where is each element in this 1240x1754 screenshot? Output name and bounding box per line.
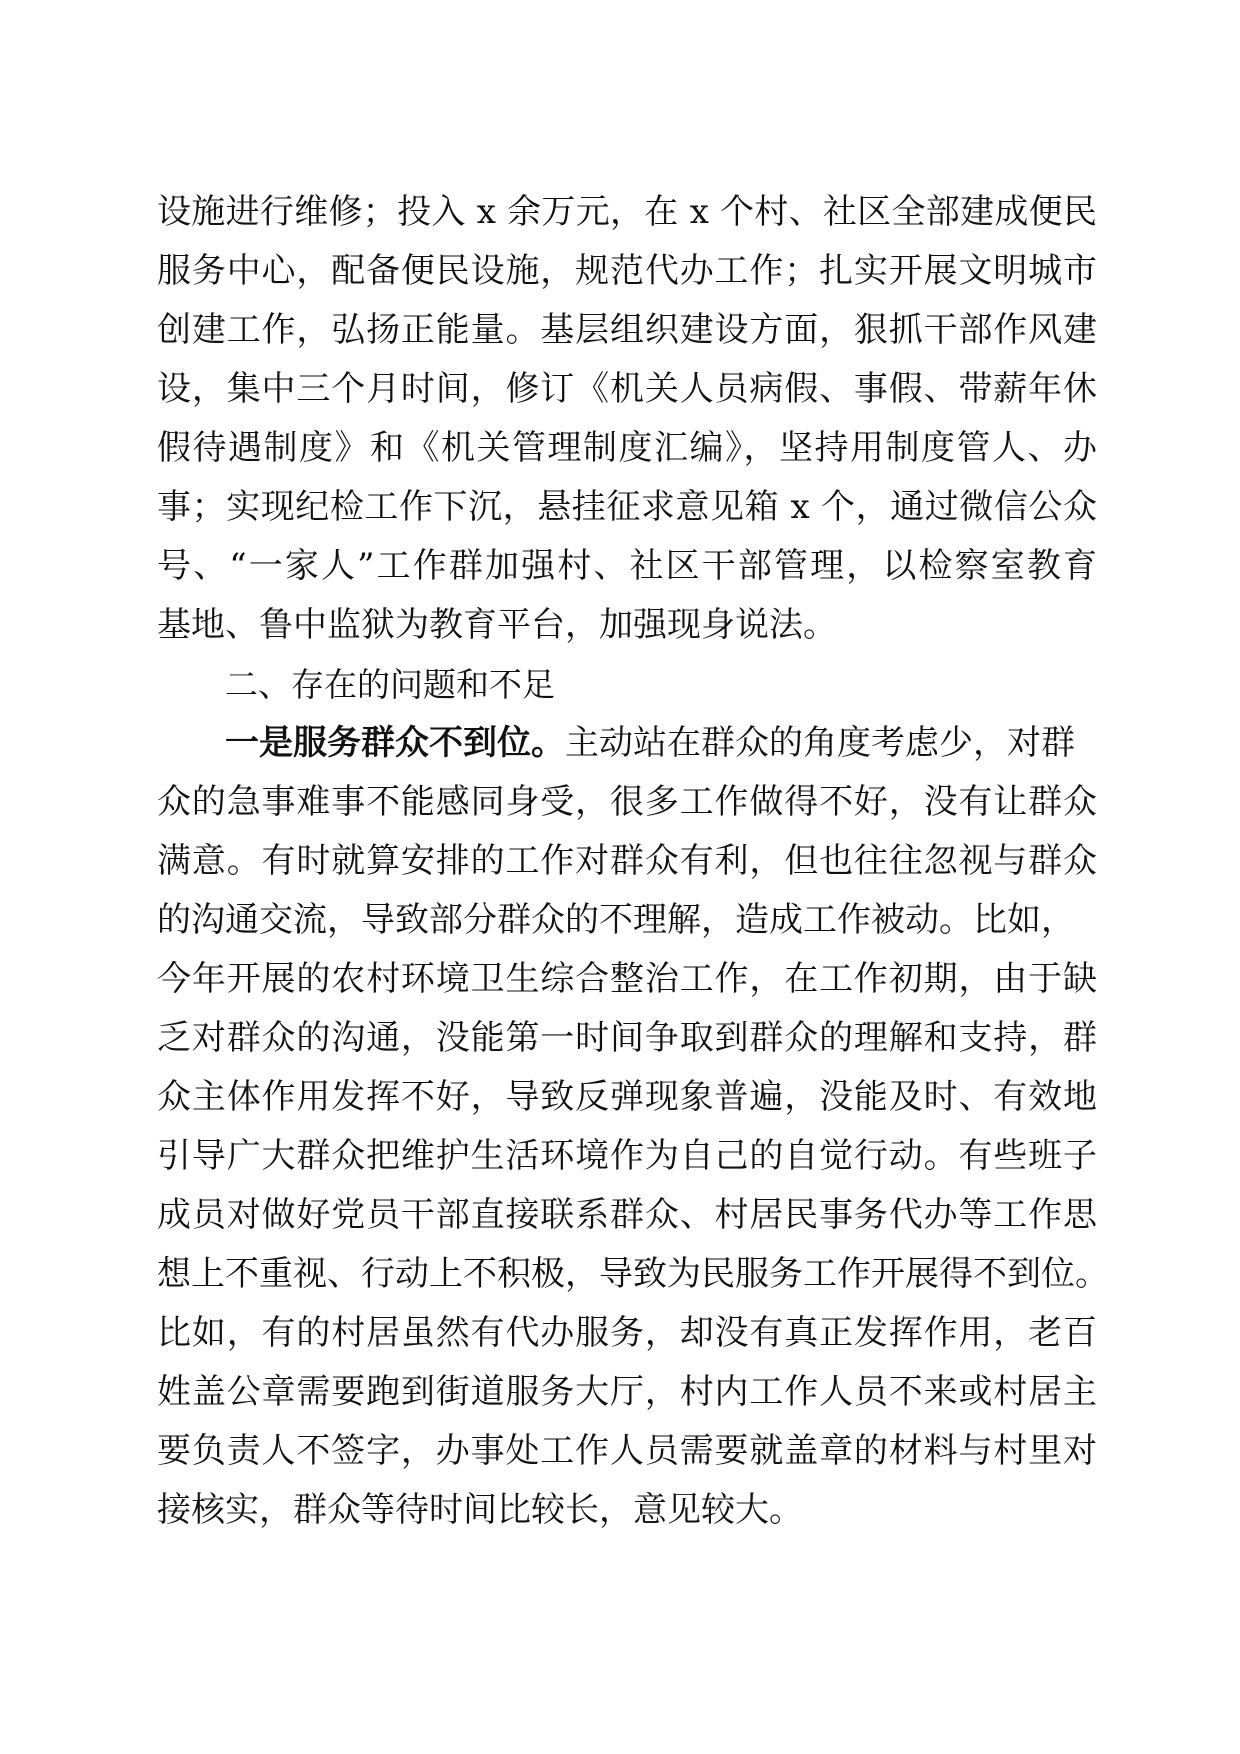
text-line: 众的急事难事不能感同身受，很多工作做得不好，没有让群众 xyxy=(157,782,1097,822)
text-line: 事；实现纪检工作下沉，悬挂征求意见箱 x 个，通过微信公众 xyxy=(157,487,1097,527)
text-line: 基地、鲁中监狱为教育平台，加强现身说法。 xyxy=(157,605,837,645)
section-heading: 二、存在的问题和不足 xyxy=(225,665,555,704)
text-line: 号、“一家人”工作群加强村、社区干部管理，以检察室教育 xyxy=(157,546,1097,586)
text-line: 要负责人不签字，办事处工作人员需要就盖章的材料与村里对 xyxy=(157,1431,1097,1471)
text-line: 接核实，群众等待时间比较长，意见较大。 xyxy=(157,1490,803,1530)
text-line: 比如，有的村居虽然有代办服务，却没有真正发挥作用，老百 xyxy=(157,1313,1097,1353)
text-line: 满意。有时就算安排的工作对群众有利，但也往往忽视与群众 xyxy=(157,841,1097,881)
text-line: 今年开展的农村环境卫生综合整治工作，在工作初期，由于缺 xyxy=(157,959,1097,999)
text-line: 姓盖公章需要跑到街道服务大厅，村内工作人员不来或村居主 xyxy=(157,1372,1097,1412)
text-line: 的沟通交流，导致部分群众的不理解，造成工作被动。比如， xyxy=(157,900,1075,940)
text-line: 创建工作，弘扬正能量。基层组织建设方面，狠抓干部作风建 xyxy=(157,310,1097,350)
problem-lead: 一是服务群众不到位。 xyxy=(225,723,565,763)
text-line: 假待遇制度》和《机关管理制度汇编》，坚持用制度管人、办 xyxy=(157,428,1097,468)
problem-first-line-rest: 主动站在群众的角度考虑少，对群 xyxy=(565,723,1075,763)
text-line: 设，集中三个月时间，修订《机关人员病假、事假、带薪年休 xyxy=(157,369,1097,409)
text-line: 想上不重视、行动上不积极，导致为民服务工作开展得不到位。 xyxy=(157,1254,1109,1294)
text-line: 众主体作用发挥不好，导致反弹现象普遍，没能及时、有效地 xyxy=(157,1077,1097,1117)
text-line: 乏对群众的沟通，没能第一时间争取到群众的理解和支持，群 xyxy=(157,1018,1097,1058)
text-line: 引导广大群众把维护生活环境作为自己的自觉行动。有些班子 xyxy=(157,1136,1097,1176)
text-line: 成员对做好党员干部直接联系群众、村居民事务代办等工作思 xyxy=(157,1195,1097,1235)
text-line: 设施进行维修；投入 x 余万元，在 x 个村、社区全部建成便民 xyxy=(157,192,1097,232)
document-body xyxy=(157,183,1109,1540)
text-line: 服务中心，配备便民设施，规范代办工作；扎实开展文明城市 xyxy=(157,251,1097,291)
problem-first-line xyxy=(157,714,1097,773)
